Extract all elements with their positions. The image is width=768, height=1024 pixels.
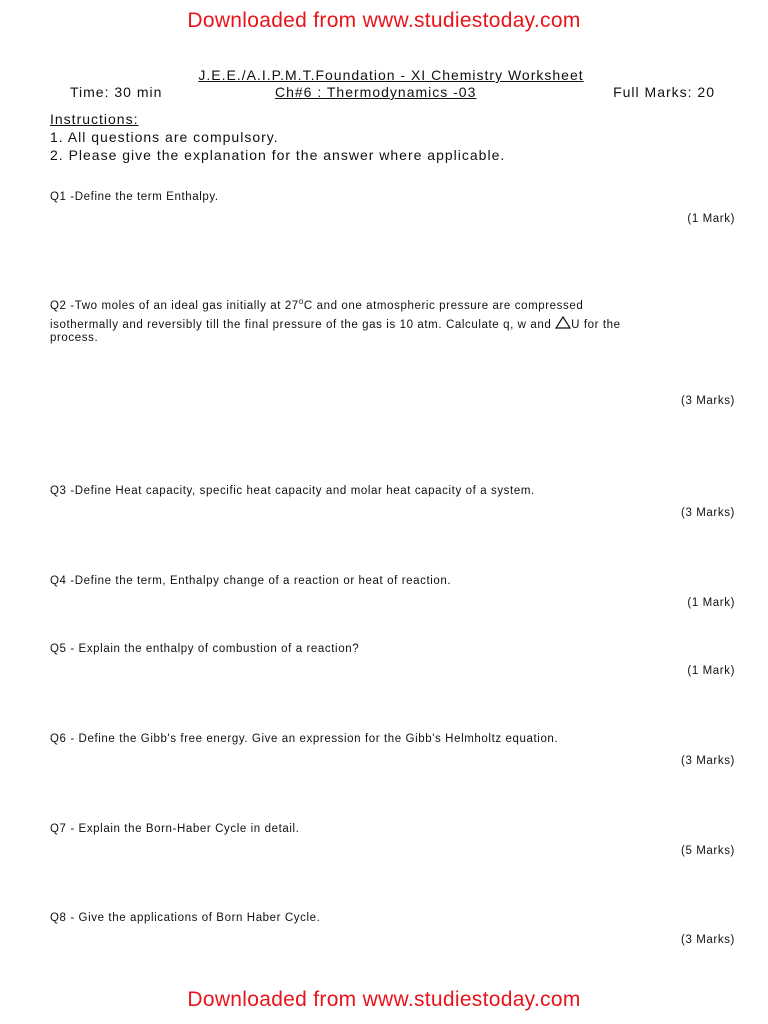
question-1-marks: (1 Mark) [687,213,735,225]
time-label: Time: 30 min [70,84,163,100]
question-2-line-2-text-b: U for the [571,319,621,331]
worksheet-title [0,67,768,83]
question-2-line-2 [50,316,621,331]
question-8: Q8 - Give the applications of Born Haber Cycle. [50,912,321,924]
question-5-marks: (1 Mark) [687,665,735,677]
instruction-item-1: 1. All questions are compulsory. [50,129,279,145]
question-3-marks: (3 Marks) [681,507,735,519]
chapter-label: Ch#6 : Thermodynamics -03 [275,84,477,100]
worksheet-title-text: J.E.E./A.I.P.M.T.Foundation - XI Chemistry Worksheet [198,67,584,83]
question-7: Q7 - Explain the Born-Haber Cycle in detail. [50,823,300,835]
question-6: Q6 - Define the Gibb's free energy. Give an expression for the Gibb's Helmholtz equation. [50,733,559,745]
question-8-marks: (3 Marks) [681,934,735,946]
question-2-line-2-text-a: isothermally and reversibly till the final pressure of the gas is 10 atm. Calculate q, w and [50,319,556,331]
question-2-line-1-text-b: C and one atmospheric pressure are compressed [303,300,584,312]
question-4: Q4 -Define the term, Enthalpy change of a reaction or heat of reaction. [50,575,452,587]
question-5: Q5 - Explain the enthalpy of combustion of a reaction? [50,643,360,655]
question-2-line-3: process. [50,332,99,344]
banner-bottom-link[interactable]: Downloaded from www.studiestoday.com [187,988,581,1011]
question-2-marks: (3 Marks) [681,395,735,407]
question-2-line-1 [50,297,584,312]
question-3: Q3 -Define Heat capacity, specific heat capacity and molar heat capacity of a system. [50,485,535,497]
question-6-marks: (3 Marks) [681,755,735,767]
question-7-marks: (5 Marks) [681,845,735,857]
question-2-line-1-text-a: Q2 -Two moles of an ideal gas initially at 27 [50,300,299,312]
banner-top-link[interactable]: Downloaded from www.studiestoday.com [187,9,581,32]
question-1: Q1 -Define the term Enthalpy. [50,191,219,203]
delta-triangle-icon [555,316,571,328]
instructions-heading: Instructions: [50,111,139,127]
full-marks-label: Full Marks: 20 [613,84,715,100]
question-4-marks: (1 Mark) [687,597,735,609]
degree-superscript: o [298,297,304,307]
instruction-item-2: 2. Please give the explanation for the answer where applicable. [50,147,506,163]
